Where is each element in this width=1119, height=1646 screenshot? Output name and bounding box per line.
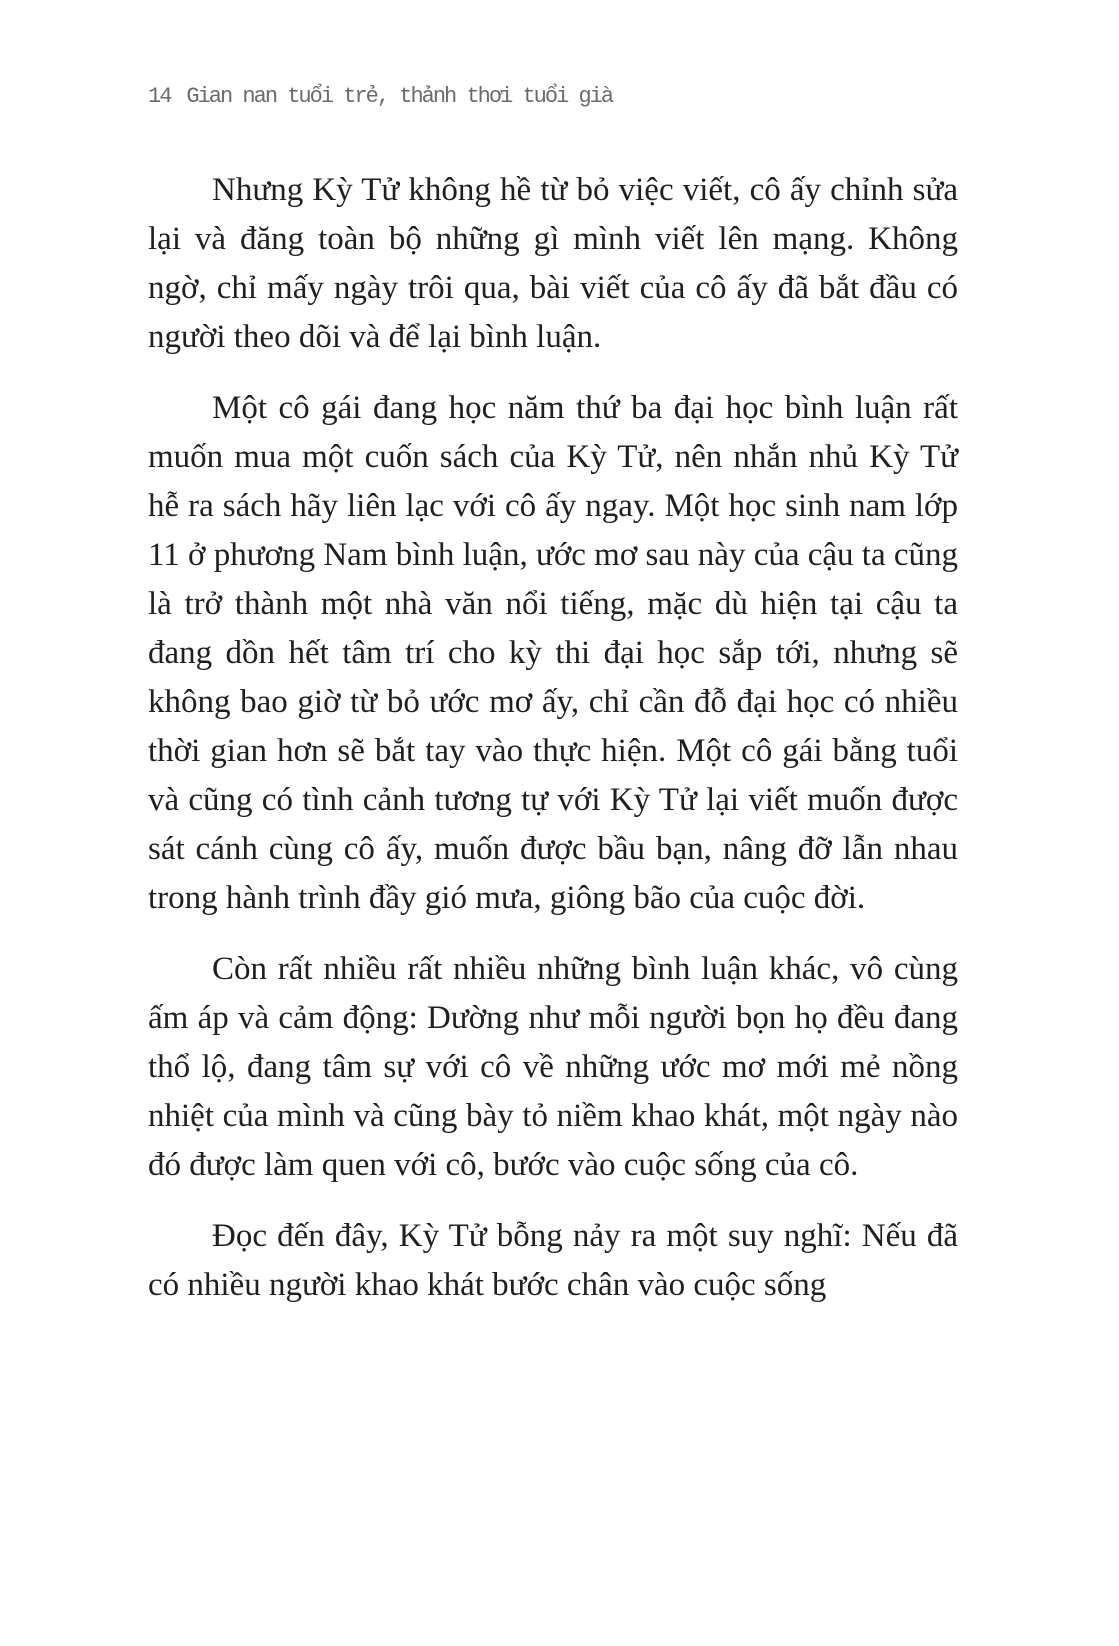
paragraph: Nhưng Kỳ Tử không hề từ bỏ việc viết, cô ấy chỉnh sửa lại và đăng toàn bộ những gì mình viết lên mạng. Không ngờ, chỉ mấy ngày trôi qua, bài viết của cô ấy đã bắt đầu có người theo dõi và để lại bình luận. bbox=[148, 172, 958, 355]
page-number: 14 bbox=[148, 84, 171, 109]
page-body-text bbox=[148, 166, 958, 1332]
paragraph: Còn rất nhiều rất nhiều những bình luận khác, vô cùng ấm áp và cảm động: Dường như mỗi người bọn họ đều đang thổ lộ, đang tâm sự với cô về những ước mơ mới mẻ nồng nhiệt của mình và cũng bày tỏ niềm khao khát, một ngày nào đó được làm quen với cô, bước vào cuộc sống của cô. bbox=[148, 951, 958, 1183]
paragraph: Một cô gái đang học năm thứ ba đại học bình luận rất muốn mua một cuốn sách của Kỳ Tử, nên nhắn nhủ Kỳ Tử hễ ra sách hãy liên lạc với cô ấy ngay. Một học sinh nam lớp 11 ở phương Nam bình luận, ước mơ sau này của cậu ta cũng là trở thành một nhà văn nổi tiếng, mặc dù hiện tại cậu ta đang dồn hết tâm trí cho kỳ thi đại học sắp tới, nhưng sẽ không bao giờ từ bỏ ước mơ ấy, chỉ cần đỗ đại học có nhiều thời gian hơn sẽ bắt tay vào thực hiện. Một cô gái bằng tuổi và cũng có tình cảnh tương tự với Kỳ Tử lại viết muốn được sát cánh cùng cô ấy, muốn được bầu bạn, nâng đỡ lẫn nhau trong hành trình đầy gió mưa, giông bão của cuộc đời. bbox=[148, 390, 958, 916]
paragraph: Đọc đến đây, Kỳ Tử bỗng nảy ra một suy nghĩ: Nếu đã có nhiều người khao khát bước chân vào cuộc sống bbox=[148, 1218, 958, 1303]
running-title: Gian nan tuổi trẻ, thảnh thơi tuổi già bbox=[186, 84, 613, 109]
running-header bbox=[148, 84, 612, 109]
